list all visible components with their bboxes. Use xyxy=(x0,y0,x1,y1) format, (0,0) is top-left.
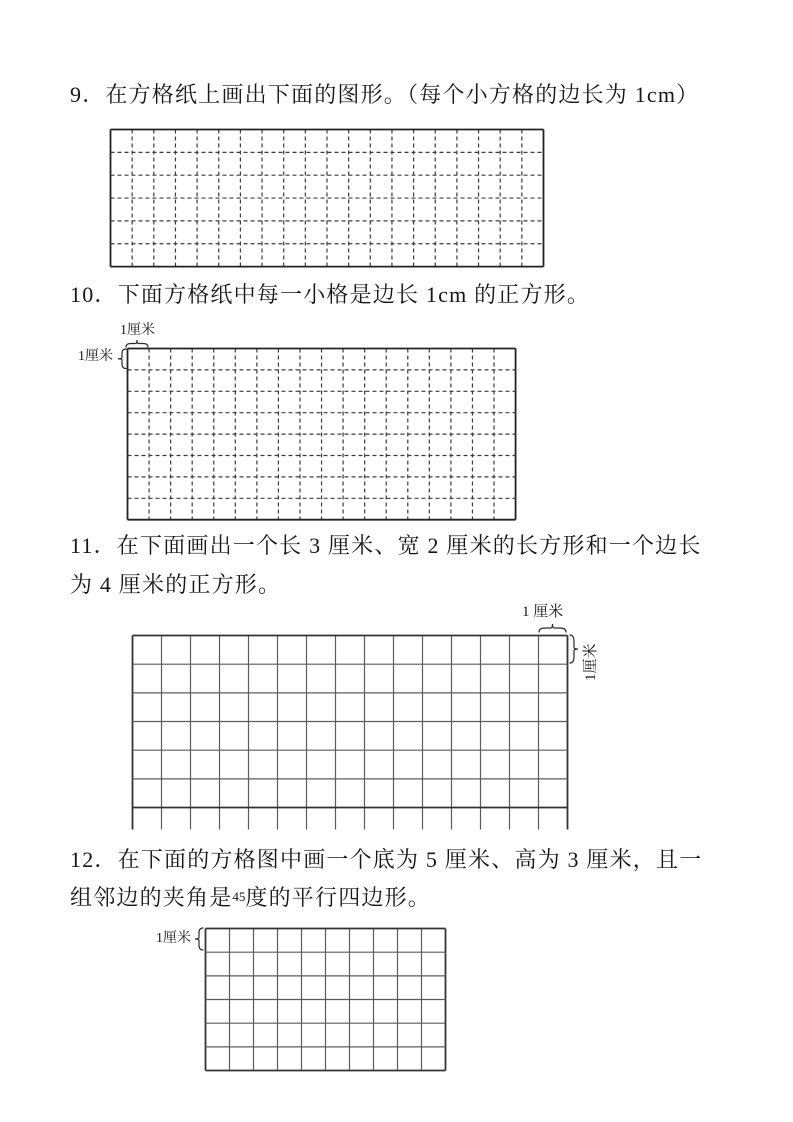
q12-angle-value: 45 xyxy=(232,889,246,904)
q11-top-cm-label: 1 厘米 xyxy=(522,604,564,620)
grid-q11 xyxy=(131,634,569,831)
q11-right-cm-label: 1厘米 xyxy=(583,643,599,681)
q11-top-brace xyxy=(538,623,567,633)
q12-left-brace xyxy=(194,927,204,951)
question-9-line: 9．在方格纸上画出下面的图形。（每个小方格的边长为 1cm） xyxy=(70,82,700,107)
question-12-line1: 12．在下面的方格图中画一个底为 5 厘米、高为 3 厘米，且一 xyxy=(70,847,703,872)
q12-left-cm-label: 1厘米 xyxy=(156,931,191,946)
q12-angle-prefix: 组邻边的夹角是 xyxy=(70,885,233,910)
question-9-text xyxy=(70,80,699,109)
question-12-line2 xyxy=(70,878,702,916)
question-11-text xyxy=(70,526,702,604)
q11-right-brace xyxy=(569,634,579,664)
question-10-text xyxy=(70,280,590,309)
question-11-line1: 11．在下面画出一个长 3 厘米、宽 2 厘米的长方形和一个边长 xyxy=(70,533,702,558)
q10-left-cm-label: 1厘米 xyxy=(78,349,113,364)
q12-angle-suffix: 度的平行四边形。 xyxy=(245,885,432,910)
question-11-line2: 为 4 厘米的正方形。 xyxy=(70,572,282,597)
grid-q9 xyxy=(109,128,545,268)
grid-q12 xyxy=(204,927,447,1072)
question-12-text xyxy=(70,841,702,916)
question-10-line: 10．下面方格纸中每一小格是边长 1cm 的正方形。 xyxy=(70,282,591,307)
grid-q10 xyxy=(126,347,517,521)
q10-top-cm-label: 1厘米 xyxy=(120,323,155,338)
